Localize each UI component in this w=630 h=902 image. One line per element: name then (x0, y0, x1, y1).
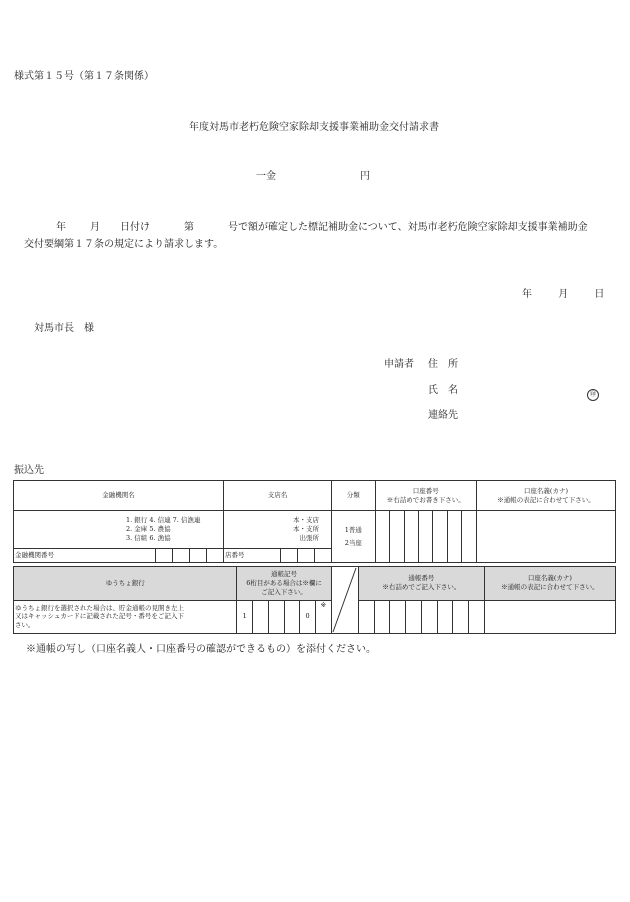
account-digit[interactable] (375, 511, 389, 563)
applicant-label: 申請者 (384, 359, 414, 370)
body-text-line2: 交付要綱第１７条の規定により請求します。 (24, 239, 224, 250)
header-institution: 金融機関名 (14, 481, 224, 511)
branch-option-1: 本・支店 (293, 516, 319, 525)
post-account-name-note: ※通帳の表記に合わせて下さい。 (501, 583, 599, 592)
diagonal-slash (332, 567, 357, 633)
header-account-number (375, 481, 476, 511)
post-number-digit[interactable] (437, 600, 453, 634)
institution-code-row (14, 549, 224, 563)
body-number-prefix: 第 (184, 222, 194, 233)
transfer-label: 振込先 (14, 465, 44, 476)
post-header-number (358, 567, 484, 601)
post-number-digit[interactable] (421, 600, 437, 634)
post-desc-line-2: 又はキャッシュカードに記載された記号・番号をご記入下 (15, 612, 184, 621)
applicant-name-label: 氏 名 (428, 385, 458, 396)
type-option-2: 2当座 (344, 538, 362, 547)
branch-code-label: 店番号 (225, 551, 245, 559)
branch-option-2: 本・支所 (293, 525, 319, 534)
post-desc-line-3: さい。 (15, 621, 35, 630)
post-number-digit[interactable] (406, 600, 422, 634)
seal-icon (587, 381, 599, 401)
post-header-symbol (237, 567, 331, 601)
date-month: 月 (558, 289, 569, 300)
institution-code-digit[interactable] (172, 549, 189, 562)
body-month: 月 (90, 222, 100, 233)
institution-code-label: 金融機関番号 (15, 551, 54, 559)
institution-code-digit[interactable] (206, 549, 223, 562)
applicant-address-label: 住 所 (428, 359, 458, 370)
post-symbol-digit[interactable]: 1 (237, 600, 253, 634)
amount-unit: 円 (360, 171, 370, 182)
inst-option-2: 2. 金庫 5. 農協 (126, 525, 171, 534)
form-number: 様式第１５号（第１７条関係） (14, 71, 154, 82)
post-symbol-label: 通帳記号 (271, 570, 298, 579)
post-account-name-label: 口座名義(カナ) (527, 574, 572, 583)
seal-mark: ㊞ (587, 389, 599, 401)
branch-code-row (224, 549, 332, 563)
post-number-label: 通帳番号 (408, 574, 435, 583)
post-number-digit[interactable] (358, 600, 374, 634)
branch-option-3: 出張所 (299, 533, 319, 542)
header-branch: 支店名 (224, 481, 332, 511)
date-day: 日 (594, 289, 605, 300)
account-digit[interactable] (404, 511, 418, 563)
post-symbol-digit[interactable]: 0 (300, 600, 316, 634)
body-year: 年 (56, 222, 66, 233)
branch-code-digit[interactable] (280, 549, 297, 562)
post-symbol-note-2: ご記入下さい。 (261, 587, 307, 596)
post-symbol-digit[interactable] (284, 600, 300, 634)
type-option-1: 1普通 (344, 525, 362, 534)
body-text-line1: 号で額が確定した標記補助金について、対馬市老朽危険空家除却支援事業補助金 (228, 222, 588, 233)
institution-type-options[interactable] (14, 511, 224, 549)
amount-field[interactable] (282, 164, 354, 180)
applicant-contact-label: 連絡先 (428, 410, 458, 421)
header-account-name (476, 481, 615, 511)
footnote: ※通帳の写し（口座名義人・口座番号の確認ができるもの）を添付ください。 (26, 644, 376, 655)
header-account-name-note: ※通帳の表記に合わせて下さい。 (497, 495, 595, 504)
branch-code-digit[interactable] (314, 549, 331, 562)
account-name-field[interactable] (476, 511, 615, 563)
post-number-digit[interactable] (453, 600, 469, 634)
post-number-note: ※右詰めでご記入下さい。 (382, 583, 461, 592)
account-type-options[interactable] (332, 511, 376, 563)
post-header-account-name (484, 567, 615, 601)
post-number-digit[interactable] (468, 600, 484, 634)
post-number-digit[interactable] (374, 600, 390, 634)
date-year: 年 (522, 289, 532, 300)
account-digit[interactable] (390, 511, 404, 563)
post-symbol-digit[interactable] (268, 600, 284, 634)
post-desc-line-1: ゆうちょ銀行を選択された場合は、貯金通帳の見開き左上 (15, 603, 184, 612)
post-symbol-note-1: 6桁目がある場合は※欄に (246, 578, 322, 587)
account-digit[interactable] (447, 511, 461, 563)
post-description (14, 600, 237, 634)
post-symbol-kome[interactable]: ※ (315, 600, 331, 634)
recipient: 対馬市長 様 (34, 323, 94, 334)
inst-option-3: 3. 信組 6. 漁協 (126, 533, 171, 542)
body-date-suffix: 日付け (120, 222, 150, 233)
branch-type-options[interactable] (224, 511, 332, 549)
post-symbol-digit[interactable] (253, 600, 269, 634)
post-number-digit[interactable] (390, 600, 406, 634)
post-account-name-field[interactable] (484, 600, 615, 634)
header-account-number-note: ※右詰めでお書き下さい。 (386, 495, 465, 504)
post-header-title: ゆうちょ銀行 (14, 567, 237, 601)
institution-code-digit[interactable] (155, 549, 172, 562)
header-account-number-label: 口座番号 (412, 486, 439, 495)
header-account-name-label: 口座名義(カナ) (523, 486, 568, 495)
header-type: 分類 (332, 481, 376, 511)
account-digit[interactable] (462, 511, 476, 563)
institution-code-digit[interactable] (189, 549, 206, 562)
post-account-table (13, 566, 616, 634)
body-paragraph (0, 218, 630, 248)
branch-code-digit[interactable] (297, 549, 314, 562)
date-line (522, 285, 604, 300)
account-digit[interactable] (419, 511, 433, 563)
amount-prefix: 一金 (256, 171, 276, 182)
document-title: 年度対馬市老朽危険空家除却支援事業補助金交付請求書 (189, 122, 439, 133)
post-separator (331, 567, 358, 634)
inst-option-1: 1. 銀行 4. 信連 7. 信漁連 (126, 516, 201, 525)
account-digit[interactable] (433, 511, 447, 563)
bank-account-table (13, 480, 616, 563)
